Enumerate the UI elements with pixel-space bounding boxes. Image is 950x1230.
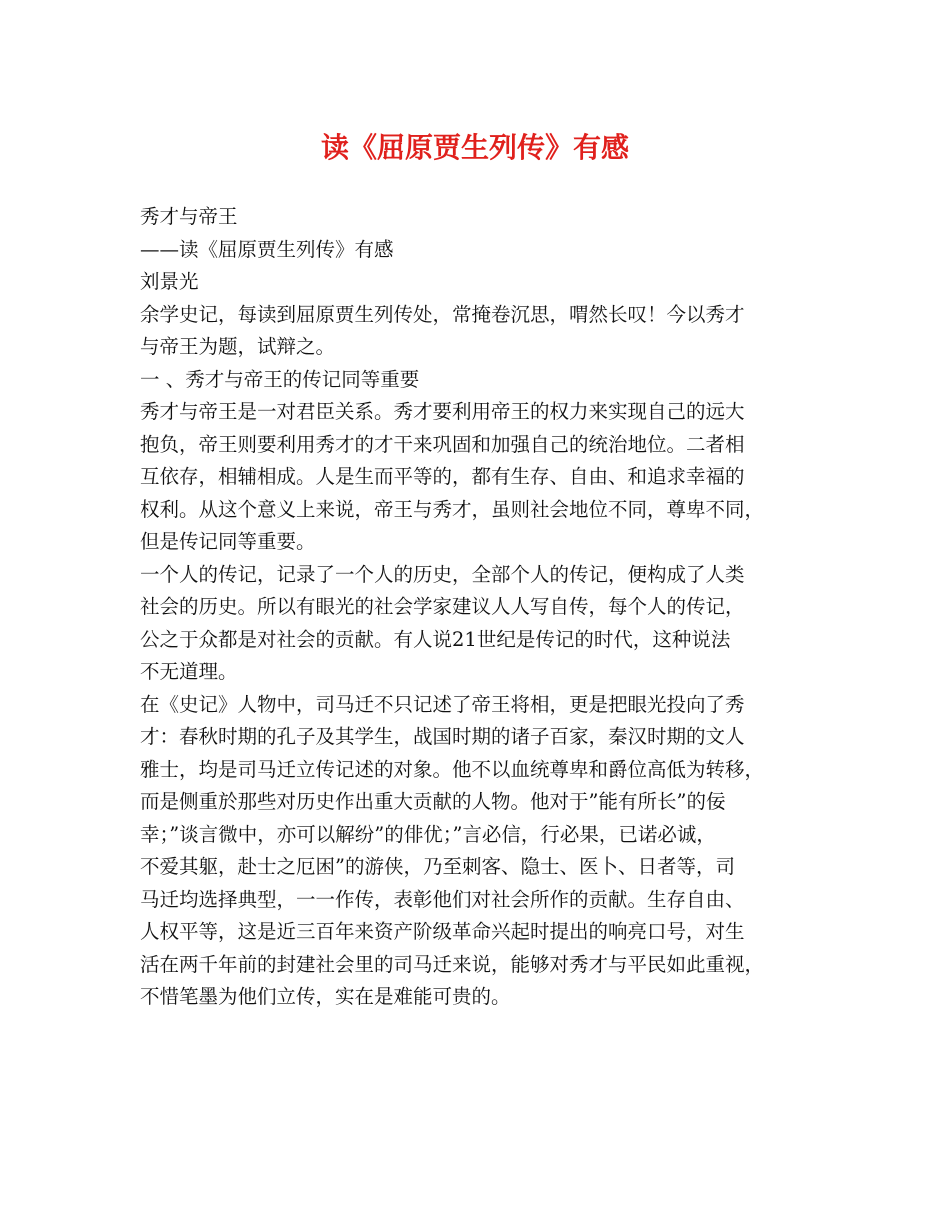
text-line: 一个人的传记，记录了一个人的历史，全部个人的传记，便构成了人类 <box>140 562 745 586</box>
text-line: 秀才与帝王是一对君臣关系。秀才要利用帝王的权力来实现自己的远大 <box>140 400 745 423</box>
text-line: 但是传记同等重要。 <box>140 530 316 553</box>
text-line: 公之于众都是对社会的贡献。有人说21世纪是传记的时代，这种说法 <box>140 627 731 651</box>
text-line: 刘景光 <box>140 270 199 293</box>
document-title: 读《屈原贾生列传》有感 <box>320 131 629 164</box>
text-line: 余学史记，每读到屈原贾生列传处，常掩卷沉思，喟然长叹！今以秀才 <box>140 302 745 326</box>
text-line: 马迁均选择典型，一一作传，表彰他们对社会所作的贡献。生存自由、 <box>140 887 745 911</box>
document-body <box>140 201 820 1014</box>
text-line: 不爱其躯，赴士之厄困”的游侠，乃至刺客、隐士、医卜、日者等，司 <box>140 855 735 878</box>
text-line: 在《史记》人物中，司马迁不只记述了帝王将相，更是把眼光投向了秀 <box>140 692 745 716</box>
text-line: 而是侧重於那些对历史作出重大贡献的人物。他对于”能有所长”的佞 <box>140 790 726 813</box>
text-line: 不无道理。 <box>140 660 238 683</box>
text-line: 不惜笔墨为他们立传，实在是难能可贵的。 <box>140 985 511 1008</box>
text-line: 才：春秋时期的孔子及其学生，战国时期的诸子百家，秦汉时期的文人 <box>140 725 745 748</box>
text-line: 抱负，帝王则要利用秀才的才干来巩固和加强自己的统治地位。二者相 <box>140 432 745 456</box>
text-line: 权利。从这个意义上来说，帝王与秀才，虽则社会地位不同，尊卑不同， <box>140 497 765 521</box>
text-line: 雅士，均是司马迁立传记述的对象。他不以血统尊卑和爵位高低为转移， <box>140 757 765 781</box>
text-line: ——读《屈原贾生列传》有感 <box>140 237 394 261</box>
text-line: 社会的历史。所以有眼光的社会学家建议人人写自传，每个人的传记， <box>140 595 745 618</box>
text-line: 一 、秀才与帝王的传记同等重要 <box>140 367 420 391</box>
text-line: 活在两千年前的封建社会里的司马迁来说，能够对秀才与平民如此重视， <box>140 952 765 976</box>
text-line: 互依存，相辅相成。人是生而平等的，都有生存、自由、和追求幸福的 <box>140 465 745 488</box>
text-line: 人权平等，这是近三百年来资产阶级革命兴起时提出的响亮口号，对生 <box>140 920 745 943</box>
text-line: 与帝王为题，试辩之。 <box>140 335 336 358</box>
text-line: 秀才与帝王 <box>140 205 238 228</box>
text-line: 幸；”谈言微中，亦可以解纷”的俳优；”言必信，行必果，已诺必诚， <box>140 822 716 846</box>
